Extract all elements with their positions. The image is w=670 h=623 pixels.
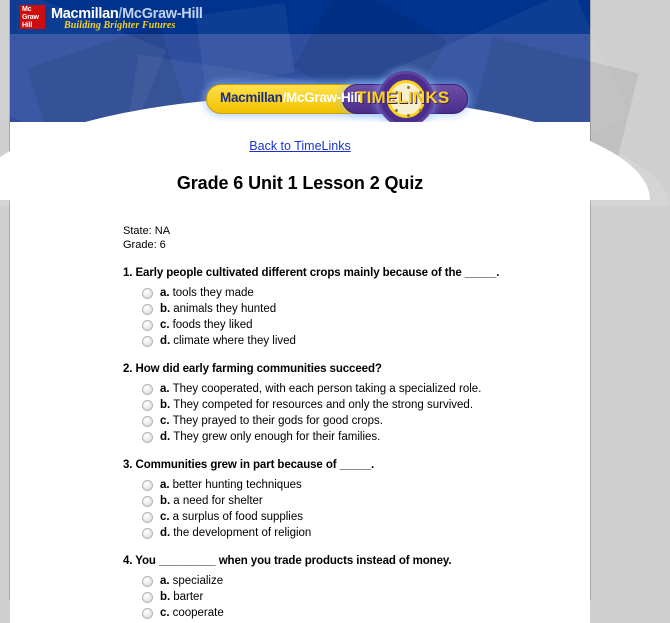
grade-line: Grade: 6: [123, 238, 166, 251]
answer-option[interactable]: [142, 383, 590, 396]
clock-tick: [419, 109, 422, 112]
option-letter: c.: [160, 319, 170, 331]
option-text: tools they made: [172, 287, 254, 299]
option-letter: a.: [160, 383, 170, 395]
banner-facet-7: [196, 3, 295, 85]
option-text: specialize: [172, 575, 224, 587]
answer-option[interactable]: [142, 607, 590, 620]
back-to-timelinks-link[interactable]: Back to TimeLinks: [249, 139, 351, 153]
company-name-macmillan: Macmillan: [51, 6, 119, 22]
option-letter: c.: [160, 607, 170, 619]
question-stem: 2. How did early farming communities succeed?: [123, 363, 382, 375]
answer-option[interactable]: [142, 591, 590, 604]
radio-button[interactable]: [142, 512, 153, 523]
question-stem: 1. Early people cultivated different crops mainly because of the _____.: [123, 267, 500, 279]
answer-option-list: [123, 287, 590, 348]
answer-option[interactable]: [142, 431, 590, 444]
option-text: better hunting techniques: [172, 479, 302, 491]
radio-button[interactable]: [142, 320, 153, 331]
company-tagline: Building Brighter Futures: [64, 20, 176, 31]
radio-button[interactable]: [142, 576, 153, 587]
answer-option-list: [123, 383, 590, 444]
question-block: [123, 267, 590, 348]
answer-option[interactable]: [142, 575, 590, 588]
option-letter: c.: [160, 511, 170, 523]
answer-option[interactable]: [142, 479, 590, 492]
option-letter: d.: [160, 335, 171, 347]
answer-option-list: [123, 479, 590, 540]
option-text: a need for shelter: [173, 495, 263, 507]
answer-option[interactable]: [142, 399, 590, 412]
timelinks-logo[interactable]: [206, 84, 468, 114]
clock-tick: [395, 109, 398, 112]
option-letter: b.: [160, 399, 171, 411]
radio-button[interactable]: [142, 480, 153, 491]
option-text: the development of religion: [173, 527, 312, 539]
question-block: [123, 459, 590, 540]
option-letter: a.: [160, 287, 170, 299]
option-text: climate where they lived: [173, 335, 296, 347]
radio-button[interactable]: [142, 496, 153, 507]
pill-mcgrawhill: McGraw-Hill: [286, 90, 361, 105]
radio-button[interactable]: [142, 400, 153, 411]
radio-button[interactable]: [142, 528, 153, 539]
pill-macmillan: Macmillan: [220, 90, 283, 105]
question-list: [10, 267, 590, 620]
option-letter: a.: [160, 575, 170, 587]
option-text: barter: [173, 591, 204, 603]
option-text: They grew only enough for their families.: [173, 431, 381, 443]
option-letter: b.: [160, 495, 171, 507]
radio-button[interactable]: [142, 304, 153, 315]
radio-button[interactable]: [142, 288, 153, 299]
answer-option[interactable]: [142, 335, 590, 348]
answer-option[interactable]: [142, 527, 590, 540]
option-letter: b.: [160, 591, 171, 603]
clock-tick: [407, 114, 410, 117]
radio-button[interactable]: [142, 336, 153, 347]
logo-line-3: Hill: [22, 22, 33, 29]
logo-line-2: Graw: [22, 14, 39, 21]
answer-option[interactable]: [142, 511, 590, 524]
answer-option[interactable]: [142, 495, 590, 508]
option-text: foods they liked: [172, 319, 253, 331]
answer-option[interactable]: [142, 415, 590, 428]
option-text: They cooperated, with each person taking a specialized role.: [172, 383, 482, 395]
quiz-content: [10, 122, 590, 623]
logo-line-1: Mc: [22, 6, 32, 13]
hero-banner: [10, 34, 590, 122]
option-letter: a.: [160, 479, 170, 491]
page-title: Grade 6 Unit 1 Lesson 2 Quiz: [176, 173, 424, 193]
option-letter: b.: [160, 303, 171, 315]
answer-option[interactable]: [142, 287, 590, 300]
question-stem: 3. Communities grew in part because of _____.: [123, 459, 375, 471]
option-text: They prayed to their gods for good crops.: [172, 415, 383, 427]
question-block: [123, 363, 590, 444]
timelinks-pill-label: [220, 90, 361, 105]
radio-button[interactable]: [142, 592, 153, 603]
option-letter: c.: [160, 415, 170, 427]
radio-button[interactable]: [142, 416, 153, 427]
company-name-mcgrawhill: McGraw-Hill: [122, 6, 203, 22]
radio-button[interactable]: [142, 384, 153, 395]
question-stem: 4. You _________ when you trade products instead of money.: [123, 555, 452, 567]
pill-slash: /: [282, 90, 287, 105]
radio-button[interactable]: [142, 608, 153, 619]
answer-option[interactable]: [142, 319, 590, 332]
answer-option[interactable]: [142, 303, 590, 316]
answer-option-list: [123, 575, 590, 620]
option-text: cooperate: [172, 607, 224, 619]
quiz-meta: [123, 225, 590, 252]
option-text: a surplus of food supplies: [172, 511, 304, 523]
timelinks-wordmark: TIMELINKS: [356, 88, 450, 107]
option-letter: d.: [160, 431, 171, 443]
option-text: animals they hunted: [173, 303, 277, 315]
back-link-container: [10, 137, 590, 155]
question-block: [123, 555, 590, 620]
document-body: [9, 0, 591, 619]
company-name-slash: /: [118, 6, 123, 22]
state-line: State: NA: [123, 225, 171, 237]
option-letter: d.: [160, 527, 171, 539]
option-text: They competed for resources and only the strong survived.: [173, 399, 474, 411]
radio-button[interactable]: [142, 432, 153, 443]
